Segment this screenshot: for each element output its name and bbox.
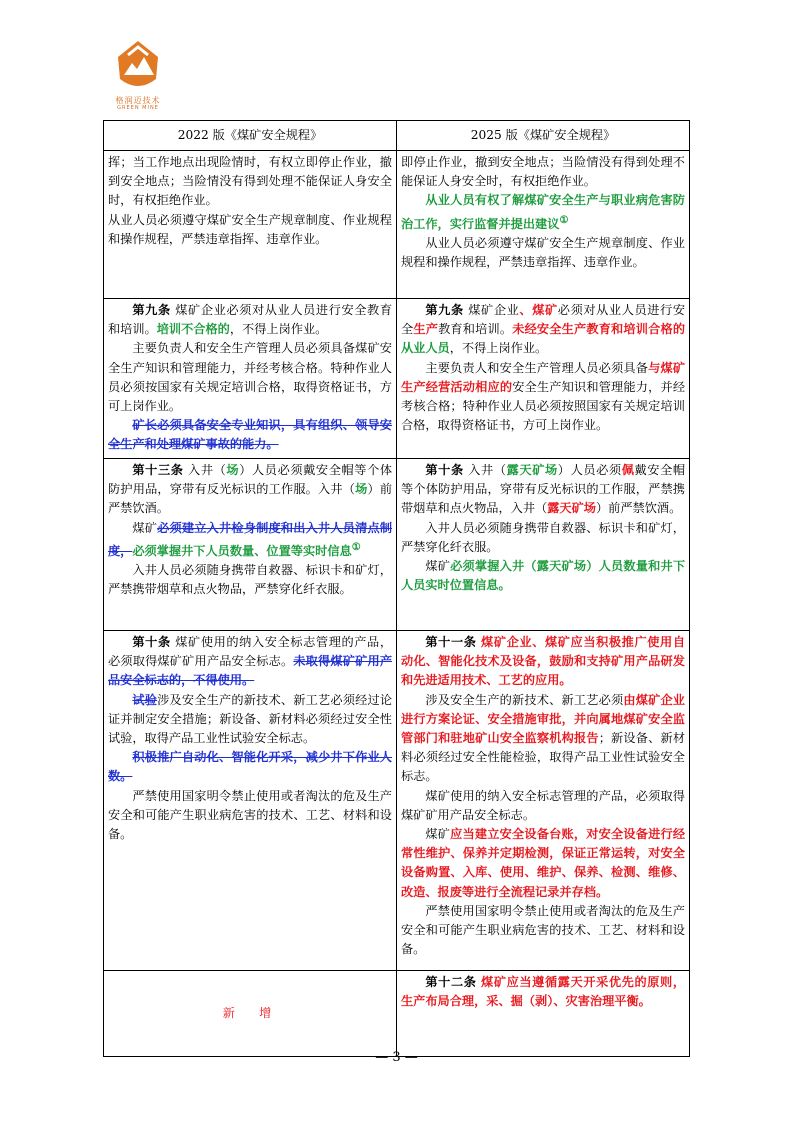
paragraph: 煤矿必须掌握入井（露天矿场）人员数量和井下人员实时位置信息。 — [401, 559, 686, 593]
paragraph-deleted: 积极推广自动化、智能化开采，减少井下作业人数。 — [108, 750, 392, 784]
page-number: — 3 — — [375, 1050, 418, 1065]
paragraph: 第十二条 煤矿应当遵循露天开采优先的原则，生产布局合理，采、掘（剥）、灾害治理平衡。 — [401, 975, 686, 1009]
table-row — [104, 971, 690, 1057]
paragraph: 挥；当工作地点出现险情时，有权立即停止作业，撤到安全地点；当险情没有得到处理不能保证人身安全时，有权拒绝作业。 — [108, 155, 392, 208]
paragraph: 从业人员有权了解煤矿安全生产与职业病危害防治工作，实行监督并提出建议① — [401, 193, 685, 231]
cell-2025 — [397, 459, 690, 631]
paragraph: 煤矿必须建立入井检身制度和出入井人员清点制度，必须掌握井下人员数量、位置等实时信息① — [108, 520, 393, 558]
comparison-table — [103, 120, 690, 1057]
logo-name-en: GREEN MINE — [117, 105, 159, 111]
cell-2025 — [397, 971, 690, 1057]
cell-2025 — [397, 151, 690, 299]
paragraph: 即停止作业，撤到安全地点；当险情没有得到处理不能保证人身安全时，有权拒绝作业。 — [401, 155, 685, 189]
cell-2025 — [397, 299, 690, 459]
paragraph: 入井人员必须随身携带自救器、标识卡和矿灯，严禁携带烟草和点火物品，严禁穿化纤衣服。 — [108, 563, 392, 597]
paragraph: 入井人员必须随身携带自救器、标识卡和矿灯，严禁穿化纤衣服。 — [401, 520, 685, 554]
cell-2022 — [104, 459, 397, 631]
paragraph: 第九条 煤矿企业、煤矿必须对从业人员进行安全生产教育和培训。未经安全生产教育和培训合格的从业人员，不得上岗作业。 — [401, 303, 686, 356]
paragraph: 第十一条 煤矿企业、煤矿应当积极推广使用自动化、智能化技术及设备，鼓励和支持矿用产品研发和先进适用技术、工艺的应用。 — [401, 635, 686, 688]
paragraph: 试验涉及安全生产的新技术、新工艺必须经过论证并制定安全措施；新设备、新材料必须经过安全性试验，取得产品工业性试验安全标志。 — [108, 692, 393, 746]
cell-2022 — [104, 631, 397, 971]
cell-2022 — [104, 151, 397, 299]
table-row — [104, 151, 690, 299]
logo-name-cn: 格润迈技术 — [115, 96, 161, 105]
paragraph: 主要负责人和安全生产管理人员必须具备与煤矿生产经营活动相应的安全生产知识和管理能力，并经考核合格；特种作业人员必须按照国家有关规定培训合格，取得资格证书，方可上岗作业。 — [401, 360, 686, 433]
paragraph: 煤矿应当建立安全设备台账，对安全设备进行经常性维护、保养并定期检测，保证正常运转，对安全设备购置、入库、使用、维护、保养、检测、维修、改造、报废等进行全流程记录并存档。 — [401, 827, 686, 899]
paragraph: 煤矿使用的纳入安全标志管理的产品，必须取得煤矿矿用产品安全标志。 — [401, 788, 685, 822]
paragraph: 严禁使用国家明令禁止使用或者淘汰的危及生产安全和可能产生职业病危害的技术、工艺、材料和设备。 — [108, 788, 392, 842]
company-logo — [106, 35, 170, 115]
table-header-row — [104, 121, 690, 151]
cell-2022 — [104, 299, 397, 459]
paragraph: 从业人员必须遵守煤矿安全生产规章制度、作业规程和操作规程，严禁违章指挥、违章作业。 — [108, 212, 392, 246]
paragraph: 主要负责人和安全生产管理人员必须具备煤矿安全生产知识和管理能力，并经考核合格。特种作业人员必须按国家有关规定培训合格，取得资格证书，方可上岗作业。 — [108, 341, 392, 414]
cell-2025 — [397, 631, 690, 971]
mountain-shield-logo-icon — [106, 35, 170, 95]
paragraph-deleted: 矿长必须具备安全专业知识，具有组织、领导安全生产和处理煤矿事故的能力。 — [108, 418, 392, 452]
paragraph: 涉及安全生产的新技术、新工艺必须由煤矿企业进行方案论证、安全措施审批，并向属地煤矿安全监管部门和驻地矿山安全监察机构报告；新设备、新材料必须经过安全性能检验，取得产品工业性试验安全标志。 — [401, 692, 686, 784]
paragraph: 第十三条 入井（场）人员必须戴安全帽等个体防护用品，穿带有反光标识的工作服。入井（场）前严禁饮酒。 — [108, 463, 393, 516]
table-row — [104, 631, 690, 971]
paragraph: 从业人员必须遵守煤矿安全生产规章制度、作业规程和操作规程，严禁违章指挥、违章作业。 — [401, 235, 685, 270]
header-2022: 2022 版《煤矿安全规程》 — [104, 121, 397, 151]
paragraph: 第十条 入井（露天矿场）人员必须佩戴安全帽等个体防护用品，穿带有反光标识的工作服，严禁携带烟草和点火物品，入井（露天矿场）前严禁饮酒。 — [401, 463, 686, 516]
paragraph: 第九条 煤矿企业必须对从业人员进行安全教育和培训。培训不合格的，不得上岗作业。 — [108, 303, 393, 337]
paragraph: 第十条 煤矿使用的纳入安全标志管理的产品，必须取得煤矿矿用产品安全标志。未取得煤矿矿用产品安全标志的，不得使用。 — [108, 635, 393, 688]
header-2025: 2025 版《煤矿安全规程》 — [397, 121, 690, 151]
table-row — [104, 299, 690, 459]
new-article-label: 新 增 — [104, 971, 397, 1057]
paragraph: 严禁使用国家明令禁止使用或者淘汰的危及生产安全和可能产生职业病危害的技术、工艺、材料和设备。 — [401, 903, 685, 957]
table-row — [104, 459, 690, 631]
